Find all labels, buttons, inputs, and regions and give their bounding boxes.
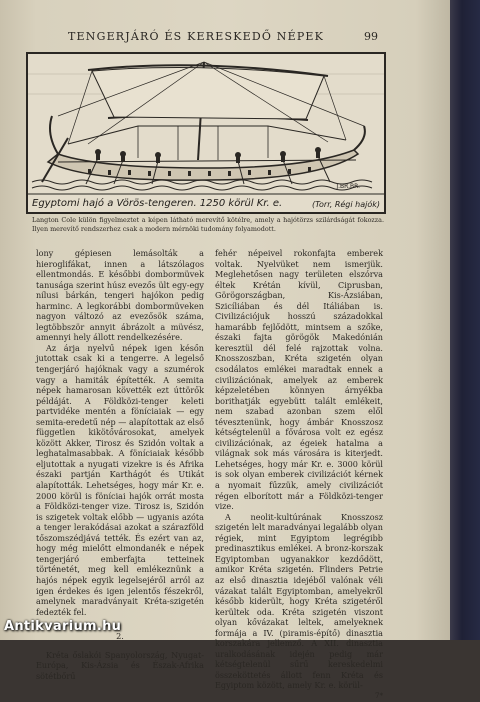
ship-illustration [26,52,386,214]
figure-credit: (Torr, Régi hajók) [311,200,380,209]
paragraph: fehér népeivel rokonfajta emberek voltak. Nyelvüket nem ismerjük. Meglehetősen nagy területen elszórva éltek Krétán kívül, Ciprusban, Görögországban, Kis-Ázsiában, Szicíliában és dél Itáliában is. Civilizációjuk hosszú századokkal hamarább fejlődött, mintsem a szőke, északi fajta görögök Makedónián keresztül dél felé rajzottak volna. Knosszoszban, Kréta szigetén olyan csodálatos emlékei maradtak ennek a civilizációnak, amelyek az emberek képzeletében könnyen árnyékba borithatják egyebütt talált emlékeit, nem szabad azonban szem elől tévesztenünk, hogy ámbár Knosszosz kétségtelenül a fővárosa volt ez egész civilizációnak, az égeiek hatalma a világnak sok más városára is kiterjedt. Lehetséges, hogy már Kr. e. 3000 körül is sok olyan emberek civilizációt kérnek a nyomait fűzzük, amely civilizációt régen elborított már a Földközi-tenger vize. [215,248,383,512]
signature-mark: 7* [375,691,383,700]
left-column [36,248,204,681]
section-number: 2. [116,631,124,642]
paragraph: A neolit-kultúrának Knosszosz szigetén lelt maradványai legalább olyan régiek, mint Egyiptom legrégibb predinasztikus emlékei. A bronz-korszak Egyiptomban ugyanakkor kezdődött, amikor Kréta szigetén. Flinders Petrie az első dinasztia idejéből valónak véli vázakat talált Egyiptomban, amelyekről később kiderült, hogy Kréta szigetéről kerültek oda. Kréta szigetén viszont olyan kővázakat leltek, amelyeknek formája a IV. (piramis-építő) dinasztia korszakára jellemző. A XII. dinasztia uralkodásának idején pedig már kétségtelenül sűrű kereskedelmi összeköttetés állott fenn Kréta és Egyiptom között, amely Kr. e. körül- [215,511,383,691]
figure-note: Langton Cole külön figyelmeztet a képen látható merevítő kötélre, amely a hajótörzs szilárdságát fokozza. Ilyen merevítő rendszerhez csak a modern mérnöki tudomány folyamodott. [32,216,384,233]
page-number: 99 [364,30,378,43]
page-header [68,30,378,43]
paragraph: Az árja nyelvű népek igen későn jutottak csak ki a tengerre. A legelső tengerjáró hajóknak vagy a szumérok vagy a hamiták építették. A semita népek hamarosan követték ezt úttörők példáját. A Földközi-tenger keleti partvidéke mentén a föníciaiak — egy semita-eredetű nép — alapítottak az első független kikötővárosokat, amelyek között Akker, Tirosz és Szidón voltak a leghatalmasabbak. A föníciaiak később eljutottak a nyugati vizekre is és Afrika északi partján Karthágót és Utikát alapították. Lehetséges, hogy már Kr. e. 2000 körül is föníciai hajók orrát mosta a Földközi-tenger vize. Tirosz is, Szidón is szigetek voltak előbb — ugyanis azóta a tenger lerakódásai azokat a szárazföld tőszomszédjává tették. És ezért van az, hogy még mielőtt elmondanék e népek tengerjáró emberfajta tetteinek történetét, meg kell emlékeznünk a hajós népek egyik legelsejéről arról az igen érdekes és igen jelentős fészekről, amelynek maradványait Kréta-szigetén fedezték fel. [36,342,204,617]
illustrator-signature: J.BR.BR. [336,183,360,190]
paragraph: Kréta őslakói Spanyolország, Nyugat-Európa, Kis-Ázsia és Észak-Afrika sötétbőrű [36,649,204,681]
watermark: Antikvarium.hu [4,619,122,634]
running-title: TENGERJÁRÓ ÉS KERESKEDŐ NÉPEK [68,30,325,43]
right-column [215,248,383,702]
paragraph: lony gépiesen lemásolták a hieroglifákat, innen a látszólagos ellentmondás. E későbbi dombormüvek tanusága szerint húsz evezős ült egy-egy nílusi bárkán, tengeri hajókon pedig harminc. A legkorábbi dombormüveken nagyon változó az evezősök száma, legtöbbször annyit ábrázolt a müvész, amennyi hely állott rendelkezésére. [36,248,204,343]
book-binding [450,0,480,640]
figure-caption: Egyptomi hajó a Vörös-tengeren. 1250 körül Kr. e. [32,198,283,209]
egyptian-ship-drawing [28,54,384,212]
